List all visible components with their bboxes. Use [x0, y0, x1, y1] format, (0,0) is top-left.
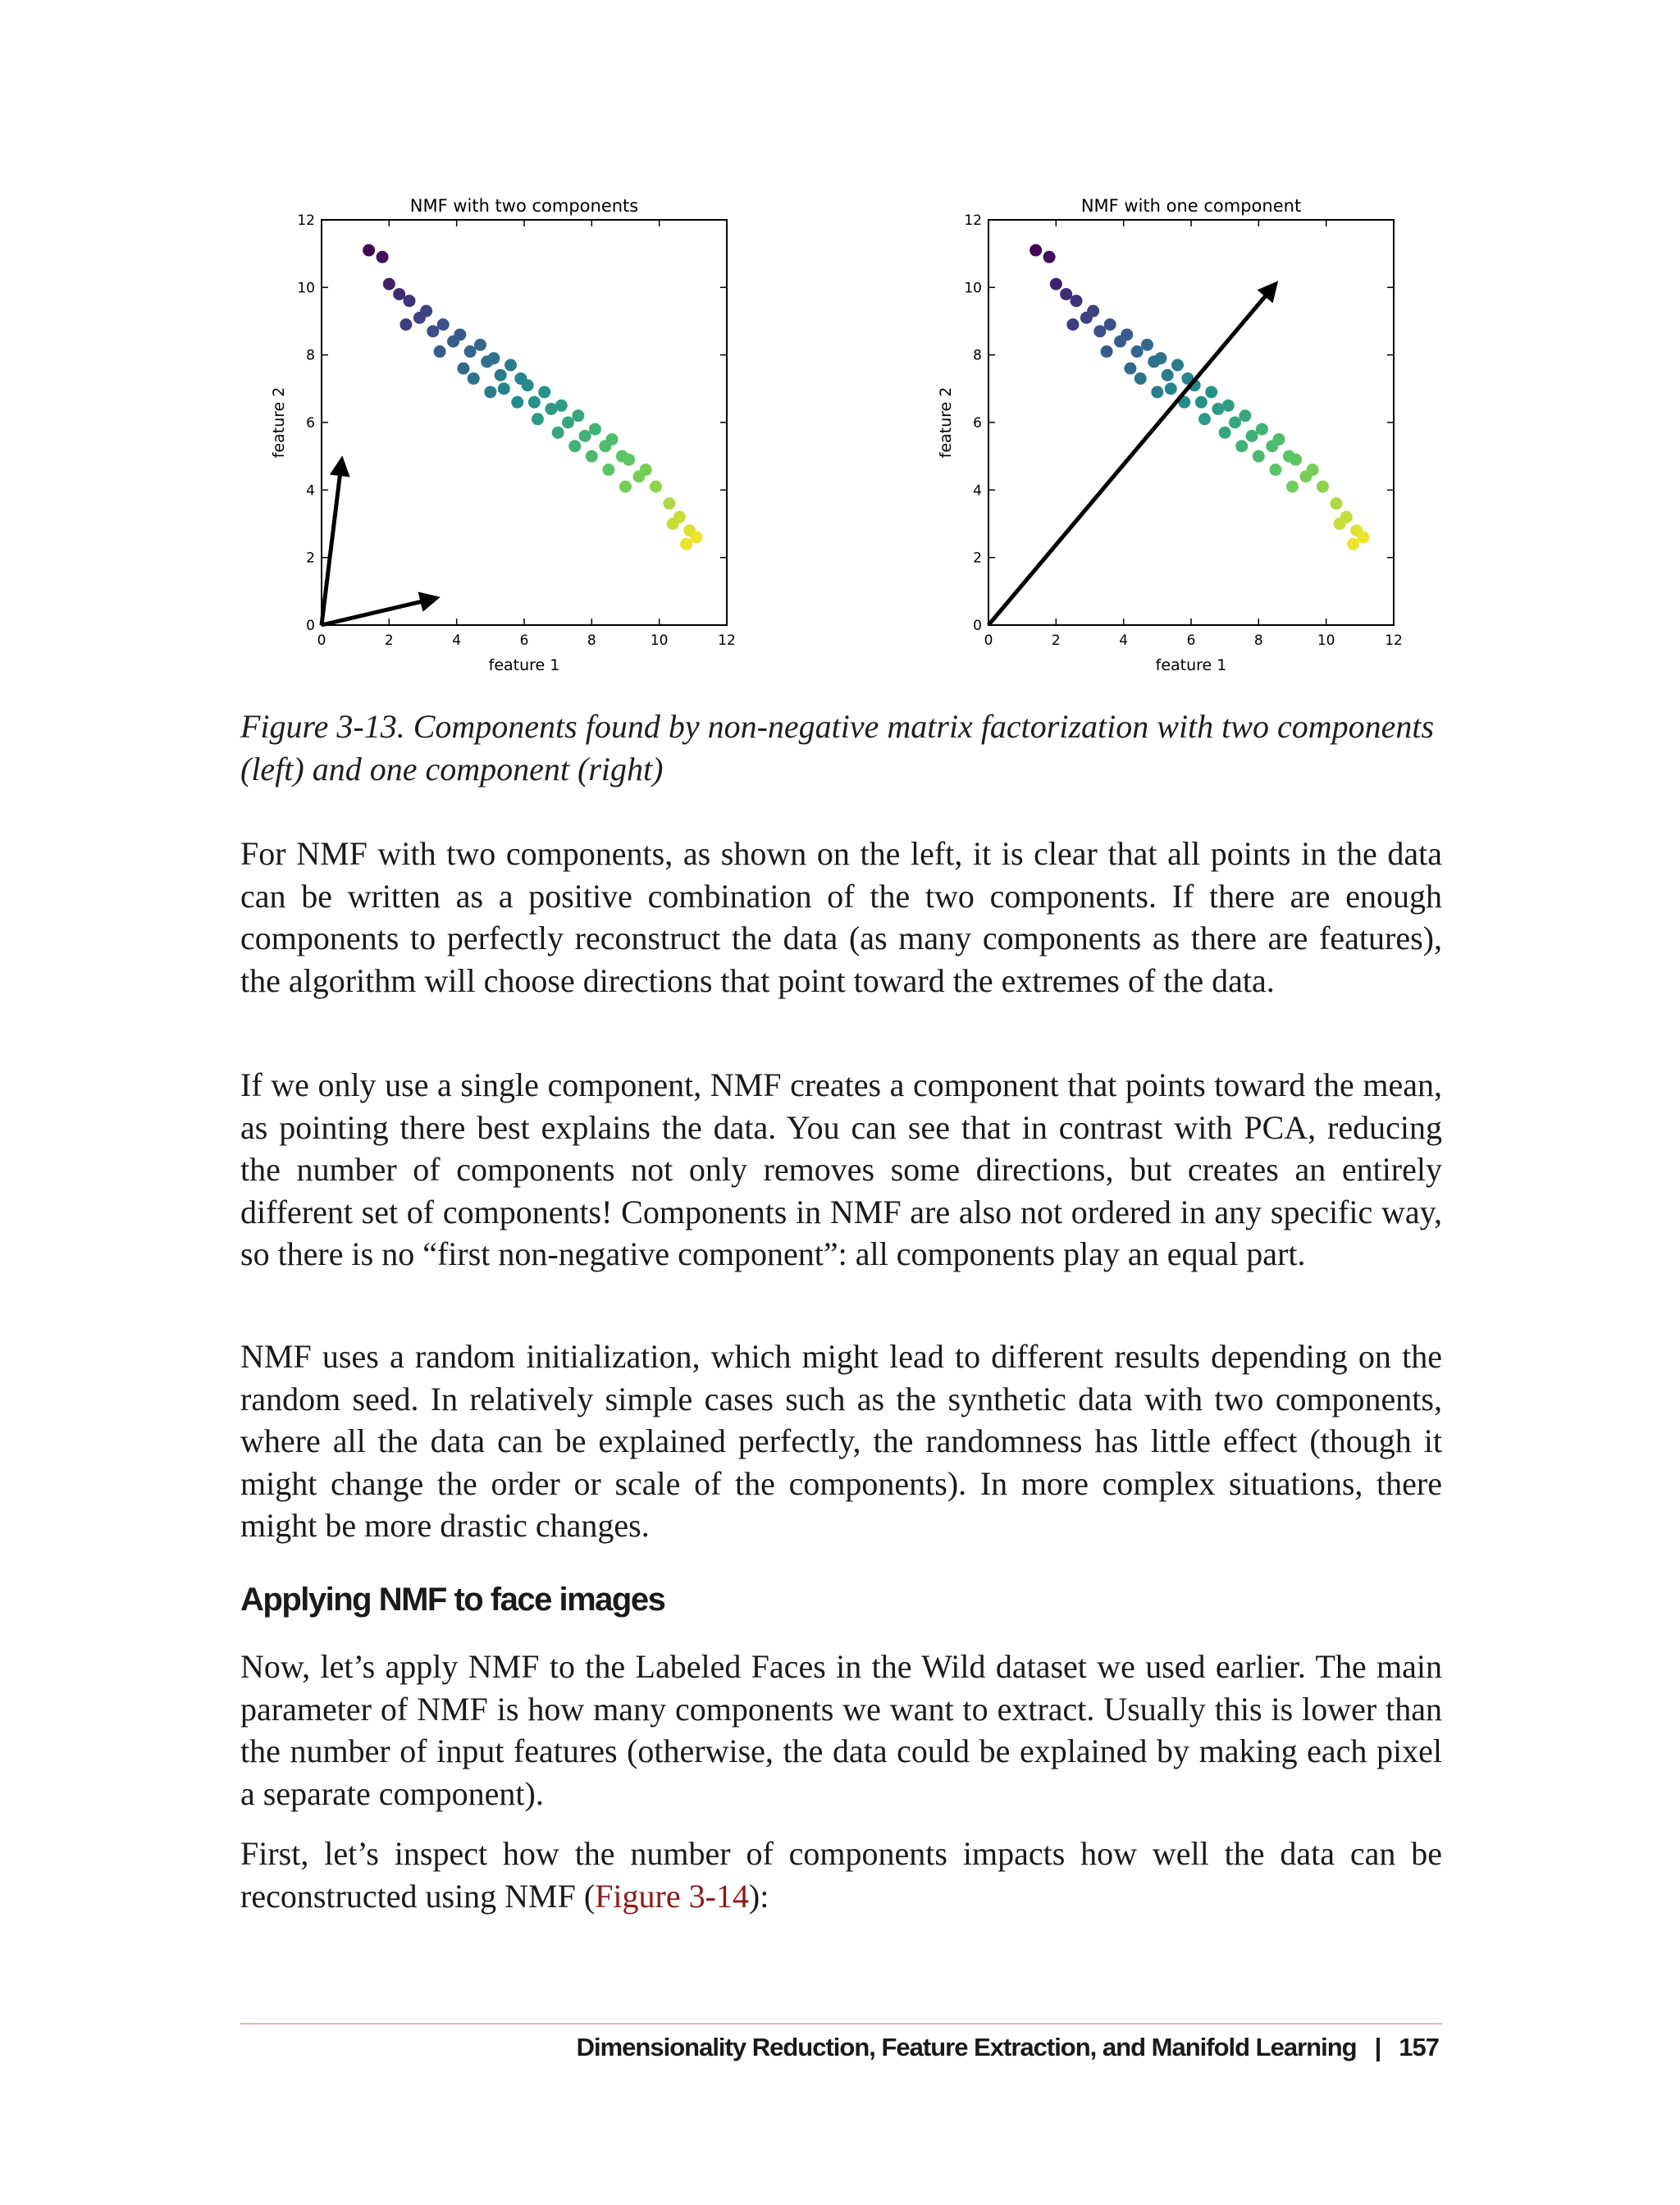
- data-point: [468, 372, 480, 385]
- page-number: 157: [1399, 2033, 1439, 2061]
- data-point: [1071, 294, 1083, 307]
- data-point: [427, 325, 439, 337]
- x-tick-label: 8: [1253, 632, 1263, 649]
- data-point: [1357, 531, 1369, 543]
- x-tick-label: 4: [1119, 632, 1129, 649]
- chart-title: NMF with one component: [1080, 196, 1302, 216]
- data-point: [1162, 369, 1174, 381]
- data-point: [1151, 386, 1163, 398]
- data-point: [1087, 305, 1099, 317]
- data-point: [1195, 396, 1208, 409]
- y-tick-label: 12: [297, 212, 315, 229]
- data-point: [650, 481, 662, 493]
- y-tick-label: 2: [973, 550, 982, 567]
- data-point: [1253, 450, 1265, 463]
- data-point: [1060, 288, 1072, 300]
- y-tick-label: 6: [306, 415, 315, 431]
- running-footer: [577, 2033, 1439, 2062]
- data-point: [1222, 399, 1235, 412]
- x-tick-label: 10: [1317, 632, 1335, 649]
- data-point: [454, 328, 466, 340]
- data-point: [437, 318, 450, 331]
- paragraph-5: [240, 1833, 1442, 1917]
- data-point: [434, 345, 446, 358]
- data-point: [1165, 382, 1177, 395]
- y-axis-label: feature 2: [937, 386, 955, 459]
- data-point: [1141, 339, 1153, 351]
- data-point: [457, 363, 469, 375]
- chart-right: [937, 196, 1403, 674]
- data-point: [487, 352, 500, 364]
- x-tick-label: 4: [452, 632, 462, 649]
- data-point: [383, 278, 395, 290]
- data-point: [589, 423, 601, 436]
- data-point: [555, 399, 568, 412]
- data-point: [1043, 251, 1056, 263]
- data-point: [363, 244, 375, 257]
- figure-3-14-link[interactable]: Figure 3-14: [595, 1877, 749, 1915]
- y-tick-label: 8: [973, 347, 982, 364]
- data-point: [420, 305, 432, 317]
- data-point: [562, 417, 574, 429]
- footer-chapter-title: Dimensionality Reduction, Feature Extraction, and Manifold Learning: [576, 2033, 1357, 2061]
- paragraph-5-text-before: First, let’s inspect how the number of components impacts how well the data can be reconstructed using NMF (: [240, 1835, 1442, 1915]
- data-point: [498, 382, 510, 395]
- x-tick-label: 12: [718, 632, 736, 649]
- y-tick-label: 4: [973, 482, 982, 500]
- data-point: [640, 463, 652, 476]
- y-tick-label: 8: [306, 347, 315, 364]
- y-tick-label: 12: [964, 212, 982, 229]
- y-tick-label: 0: [306, 618, 315, 634]
- data-point: [1286, 481, 1299, 493]
- y-tick-label: 10: [297, 280, 315, 297]
- x-tick-label: 6: [519, 632, 529, 649]
- data-point: [1093, 325, 1106, 337]
- data-point: [504, 359, 517, 372]
- x-axis-label: feature 1: [488, 656, 560, 674]
- data-point: [1229, 417, 1241, 429]
- y-tick-label: 6: [973, 415, 982, 431]
- data-point: [1205, 386, 1217, 398]
- plot-frame: [988, 220, 1394, 625]
- paragraph-1: For NMF with two components, as shown on the left, it is clear that all points in the data can be written as a positive combination of the two components. If there are enough components to perfectly reconstruct the data (as many components as there are features), the algorithm will choose directions that point toward the extremes of the data.: [240, 835, 1442, 999]
- data-point: [399, 318, 412, 331]
- data-point: [1121, 328, 1133, 340]
- data-point: [1331, 497, 1343, 509]
- data-point: [1104, 318, 1116, 331]
- data-point: [1239, 409, 1251, 422]
- section-heading: Applying NMF to face images: [240, 1582, 665, 1618]
- data-point: [474, 339, 486, 351]
- data-point: [1273, 433, 1285, 445]
- data-point: [568, 440, 581, 452]
- x-tick-label: 10: [650, 632, 669, 649]
- figure-3-13: [0, 0, 1680, 689]
- data-point: [619, 481, 632, 493]
- x-tick-label: 2: [1051, 632, 1061, 649]
- footer-rule: [240, 2023, 1442, 2025]
- data-point: [484, 386, 496, 398]
- data-point: [404, 294, 416, 307]
- x-tick-label: 6: [1186, 632, 1196, 649]
- data-point: [664, 497, 676, 509]
- data-point: [538, 386, 550, 398]
- data-point: [1307, 463, 1319, 476]
- plot-frame: [322, 220, 727, 625]
- data-point: [1124, 363, 1136, 375]
- data-point: [393, 288, 405, 300]
- x-tick-label: 0: [317, 632, 326, 649]
- x-tick-label: 12: [1385, 632, 1403, 649]
- data-point: [602, 463, 614, 476]
- data-point: [1219, 427, 1231, 439]
- data-point: [690, 531, 702, 543]
- data-point: [532, 413, 544, 425]
- data-point: [1171, 359, 1184, 372]
- paragraph-3: NMF uses a random initialization, which might lead to different results depending on the random seed. In relatively simple cases such as the synthetic data with two components, where all the data can be explained perfectly, the randomness has little effect (though it might change the order or scale of the components). In more complex situations, there might be more drastic changes.: [240, 1338, 1442, 1544]
- figure-caption: Figure 3-13. Components found by non-negative matrix factorization with two components (left) and one component (right): [240, 708, 1435, 788]
- y-tick-label: 4: [306, 482, 315, 500]
- x-tick-label: 2: [384, 632, 394, 649]
- component-arrow: [322, 598, 436, 625]
- data-point: [667, 518, 679, 530]
- data-point: [377, 251, 389, 263]
- data-point: [572, 409, 584, 422]
- x-tick-label: 8: [587, 632, 596, 649]
- component-arrow: [322, 459, 342, 625]
- data-point: [495, 369, 507, 381]
- data-point: [464, 345, 477, 358]
- x-tick-label: 0: [984, 632, 993, 649]
- data-point: [511, 396, 523, 409]
- data-point: [1256, 423, 1268, 436]
- data-point: [1290, 454, 1302, 466]
- paragraph-2: If we only use a single component, NMF creates a component that points toward the mean, as pointing there best explains the data. You can see that in contrast with PCA, reducing the number of components not only removes some directions, but creates an entirely different set of components! Components in NMF are also not ordered in any specific way, so there is no “first non-negative component”: all components play an equal part.: [240, 1066, 1442, 1272]
- data-point: [1029, 244, 1042, 257]
- data-point: [1235, 440, 1248, 452]
- y-tick-label: 10: [964, 280, 982, 297]
- data-point: [1066, 318, 1079, 331]
- y-tick-label: 2: [306, 550, 315, 567]
- data-point: [1198, 413, 1211, 425]
- data-point: [1101, 345, 1113, 358]
- data-point: [1347, 538, 1359, 550]
- data-point: [1154, 352, 1166, 364]
- footer-separator: |: [1374, 2033, 1381, 2061]
- data-point: [1334, 518, 1346, 530]
- data-point: [606, 433, 619, 445]
- data-point: [579, 430, 591, 442]
- x-axis-label: feature 1: [1155, 656, 1227, 674]
- paragraph-5-text-after: ):: [748, 1877, 769, 1915]
- data-point: [586, 450, 598, 463]
- data-point: [522, 379, 534, 391]
- chart-left: [270, 196, 736, 674]
- data-point: [528, 396, 541, 409]
- data-point: [552, 427, 564, 439]
- data-point: [1269, 463, 1281, 476]
- data-point: [1131, 345, 1144, 358]
- data-point: [1246, 430, 1258, 442]
- y-axis-label: feature 2: [270, 386, 288, 459]
- paragraph-4: Now, let’s apply NMF to the Labeled Faces in the Wild dataset we used earlier. The main parameter of NMF is how many components we want to extract. Usually this is lower than the number of input features (otherwise, the data could be explained by making each pixel a separate component).: [240, 1648, 1442, 1812]
- chart-title: NMF with two components: [409, 196, 639, 216]
- data-point: [680, 538, 692, 550]
- data-point: [1134, 372, 1147, 385]
- data-point: [1050, 278, 1062, 290]
- y-tick-label: 0: [973, 618, 982, 634]
- data-point: [623, 454, 635, 466]
- data-point: [1317, 481, 1329, 493]
